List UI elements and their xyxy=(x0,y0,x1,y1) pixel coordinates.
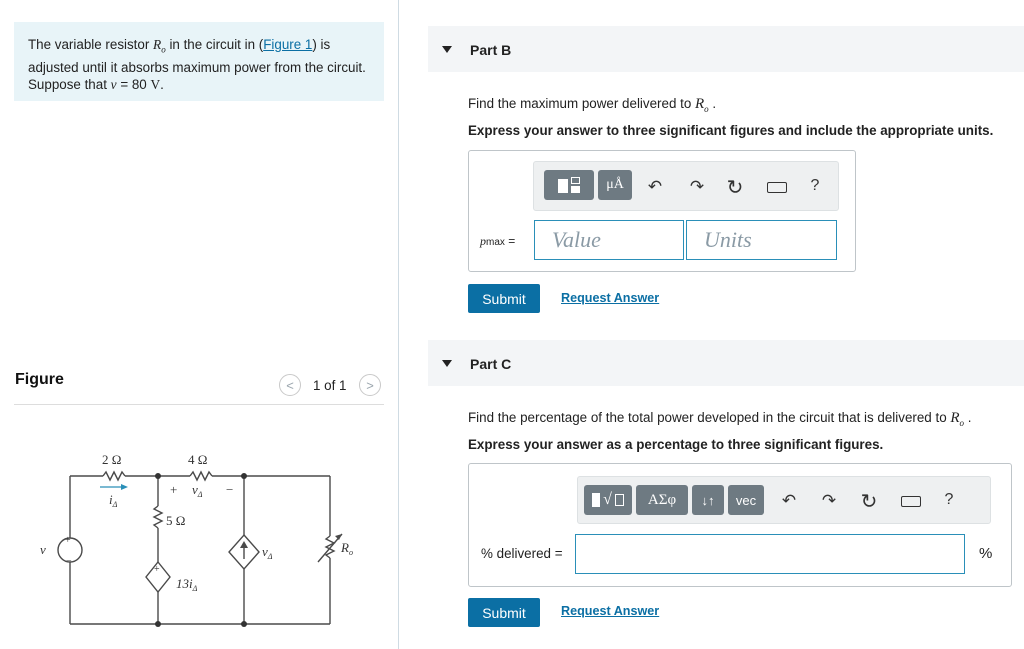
part-b-submit-button[interactable]: Submit xyxy=(468,284,540,313)
collapse-triangle-icon xyxy=(442,46,452,53)
svg-text:−: − xyxy=(226,482,234,497)
part-b-header[interactable] xyxy=(428,26,1024,72)
keyboard-icon xyxy=(901,496,921,507)
reset-icon[interactable]: ↻ xyxy=(726,176,744,199)
svg-text:v: v xyxy=(40,542,46,557)
svg-text:vΔ: $v_\Delta$ xyxy=(192,482,203,499)
problem-text: The variable resistor xyxy=(28,37,154,52)
help-icon[interactable]: ? xyxy=(810,177,820,194)
label-5ohm: 5 Ω xyxy=(166,513,186,528)
part-c-instruction: Express your answer as a percentage to three significant figures. xyxy=(468,437,884,452)
svg-text:+: + xyxy=(65,535,71,546)
part-c-answer-box xyxy=(468,463,1012,587)
collapse-triangle-icon xyxy=(442,360,452,367)
part-b-question: Find the maximum power delivered to $R_o$ . xyxy=(468,96,717,114)
percent-delivered-label: % delivered = xyxy=(481,546,563,561)
part-c-toolbar xyxy=(577,476,991,524)
part-b-label: Part B xyxy=(470,42,512,58)
svg-text:iΔ: $i_\Delta$ xyxy=(109,492,118,509)
label-2ohm: 2 Ω xyxy=(102,452,122,467)
figure-counter: 1 of 1 xyxy=(313,378,347,393)
vector-button[interactable]: vec xyxy=(728,485,764,515)
figure-link[interactable]: Figure 1 xyxy=(263,37,313,52)
svg-text:+: + xyxy=(170,482,178,497)
template-sqrt-button[interactable] xyxy=(584,485,632,515)
redo-icon[interactable]: ↷ xyxy=(689,177,705,196)
chevron-right-icon: > xyxy=(366,377,374,393)
percent-delivered-input[interactable] xyxy=(575,534,965,574)
reset-icon[interactable]: ↻ xyxy=(860,490,878,513)
figure-divider xyxy=(14,404,384,405)
part-b-toolbar xyxy=(533,161,839,211)
svg-text:+: + xyxy=(154,564,160,575)
sqrt-template-icon: √ xyxy=(592,491,624,509)
template-button[interactable] xyxy=(544,170,594,200)
voltage-symbol: v xyxy=(110,76,117,92)
greek-symbols-button[interactable]: ΑΣφ xyxy=(636,485,688,515)
template-icon xyxy=(558,177,580,193)
keyboard-icon xyxy=(767,182,787,193)
part-c-question: Find the percentage of the total power developed in the circuit that is delivered to $R_o$ . xyxy=(468,410,972,428)
part-b-instruction: Express your answer to three significant figures and include the appropriate units. xyxy=(468,123,994,138)
circuit-diagram xyxy=(0,440,398,640)
resistor-2ohm xyxy=(103,472,125,480)
resistor-5ohm xyxy=(154,506,162,528)
problem-statement: The variable resistor $R_o$ in the circuit in (Figure 1) is adjusted until it absorbs maximum power from the circuit. Suppose that v = 80 V. xyxy=(14,22,384,101)
part-c-header[interactable] xyxy=(428,340,1024,386)
panel-divider xyxy=(398,0,399,649)
pmax-label: pmax = xyxy=(480,234,516,248)
subscript-superscript-button[interactable]: ↓↑ xyxy=(692,485,724,515)
svg-text:Ro: $R_o$ xyxy=(341,540,353,557)
redo-icon[interactable]: ↷ xyxy=(821,491,837,510)
part-b-answer-box xyxy=(468,150,856,272)
figure-title: Figure xyxy=(15,371,64,388)
keyboard-button[interactable] xyxy=(900,490,922,512)
svg-text:vΔ: $v_\Delta$ xyxy=(262,544,273,561)
percent-unit: % xyxy=(979,545,993,562)
prev-figure-button[interactable] xyxy=(279,374,301,396)
undo-icon[interactable]: ↶ xyxy=(647,177,663,196)
voltage-unit: V xyxy=(150,76,161,92)
chevron-left-icon: < xyxy=(286,377,294,393)
help-icon[interactable]: ? xyxy=(944,491,954,508)
undo-icon[interactable]: ↶ xyxy=(781,491,797,510)
part-b-request-answer-link[interactable]: Request Answer xyxy=(561,291,660,305)
svg-text:−: − xyxy=(66,556,72,567)
part-c-request-answer-link[interactable]: Request Answer xyxy=(561,604,660,618)
resistor-4ohm xyxy=(190,472,212,480)
part-c-label: Part C xyxy=(470,356,512,372)
label-4ohm: 4 Ω xyxy=(188,452,208,467)
svg-text:13iΔ: $13i_\Delta$ xyxy=(176,576,198,593)
resistor-symbol: $R_o$ xyxy=(153,37,166,55)
units-button[interactable]: μÅ xyxy=(598,170,632,200)
next-figure-button[interactable] xyxy=(359,374,381,396)
value-input[interactable]: Value xyxy=(534,220,684,260)
part-c-submit-button[interactable]: Submit xyxy=(468,598,540,627)
units-input[interactable]: Units xyxy=(686,220,837,260)
keyboard-button[interactable] xyxy=(766,176,788,198)
